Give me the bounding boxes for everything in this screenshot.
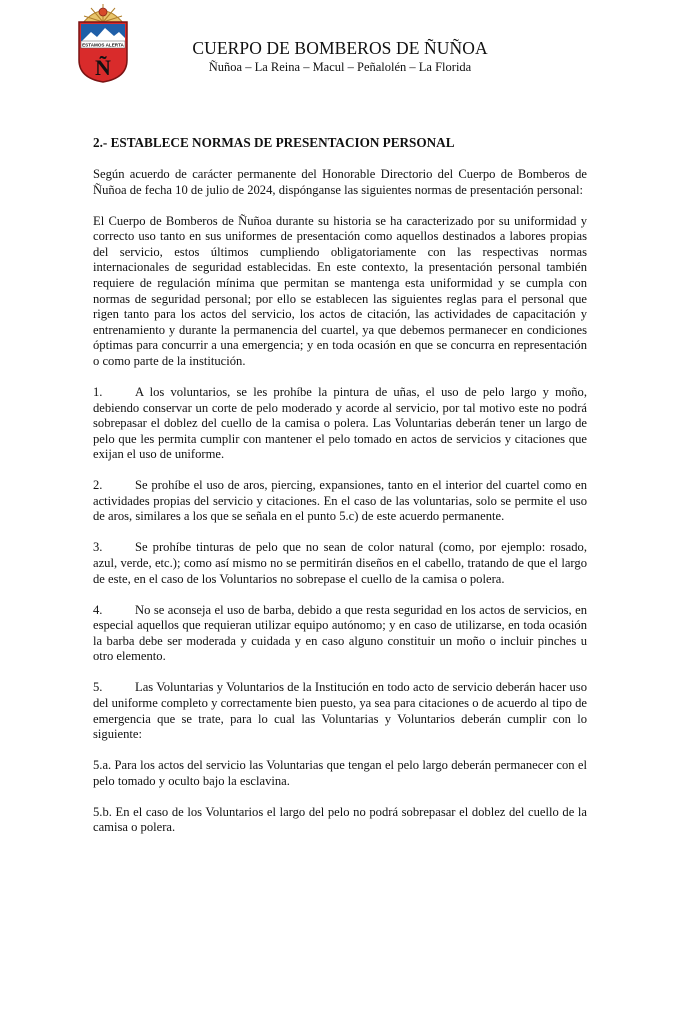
document-body xyxy=(93,134,587,851)
rule-number: 3. xyxy=(93,540,103,555)
rule-item-3 xyxy=(93,540,587,587)
rule-number: 4. xyxy=(93,602,103,617)
rule-item-1 xyxy=(93,385,587,463)
rule-text: Las Voluntarias y Voluntarios de la Institución en todo acto de servicio deberán hacer uso del uniforme completo y correctamente bien puesto, ya sea para citaciones o de acuerdo al tipo de emergencia que se trate, para lo cual las Voluntarias y Voluntarios deberán cumplir con lo siguiente: xyxy=(93,680,587,742)
logo-banner-text: ESTAMOS ALERTA xyxy=(82,42,124,48)
logo-letter: Ñ xyxy=(95,55,111,80)
rule-item-4 xyxy=(93,603,587,665)
sub-rule-5b: 5.b. En el caso de los Voluntarios el largo del pelo no podrá sobrepasar el doblez del cuello de la camisa o polera. xyxy=(93,804,587,835)
rule-text: A los voluntarios, se les prohíbe la pintura de uñas, el uso de pelo largo y moño, debiendo conservar un corte de pelo moderado y acorde al servicio, por tal motivo este no podrá sobrepasar el doblez del cuello de la camisa o polera. Las Voluntarias deberán tener un largo de pelo que les permita cumplir con mantener el pelo tomado en actos de servicios y citaciones que exijan el uso de uniforme. xyxy=(93,384,587,462)
rule-text: No se aconseja el uso de barba, debido a que resta seguridad en los actos de servicios, en especial aquellos que requieran utilizar equipo autónomo; y en caso de utilizarse, en toda ocasión la barba debe ser moderada y cuidada y en caso alguno constituir un moño o incluir pinches u otro elemento. xyxy=(93,602,587,664)
letterhead xyxy=(140,38,540,75)
organization-communes: Ñuñoa – La Reina – Macul – Peñalolén – La Florida xyxy=(208,60,472,74)
sub-rule-5a: 5.a. Para los actos del servicio las Voluntarias que tengan el pelo largo deberán permanecer con el pelo tomado y oculto bajo la esclavina. xyxy=(93,758,587,788)
rule-text: Se prohíbe tinturas de pelo que no sean de color natural (como, por ejemplo: rosado, azul, verde, etc.); como así mismo no se permitirán diseños en el cabello, tratando de que el largo de este, en el caso de los Voluntarios no sobrepase el cuello de la camisa o polera. xyxy=(93,540,587,586)
rule-number: 5. xyxy=(93,680,103,695)
rule-text: Se prohíbe el uso de aros, piercing, expansiones, tanto en el interior del cuartel como en actividades propias del servicio y citaciones. En el caso de las voluntarias, solo se permite el uso de aros, similares a los que se señala en el punto 5.c) de este acuerdo permanente. xyxy=(93,478,587,524)
rule-number: 2. xyxy=(93,478,103,493)
intro-paragraph: Según acuerdo de carácter permanente del Honorable Directorio del Cuerpo de Bomberos de Ñuñoa de fecha 10 de julio de 2024, dispónganse las siguientes normas de presentación personal: xyxy=(93,167,587,197)
section-title: 2.- ESTABLECE NORMAS DE PRESENTACION PERSONAL xyxy=(93,135,455,150)
rule-number: 1. xyxy=(93,384,103,399)
rule-item-2 xyxy=(93,478,587,525)
fire-department-shield-logo xyxy=(74,2,132,84)
context-paragraph: El Cuerpo de Bomberos de Ñuñoa durante su historia se ha caracterizado por su uniformidad y correcto uso tanto en sus uniformes de presentación como aquellos destinados a labores propias del servicio, estos últimos cumpliendo obligatoriamente con las respectivas normas internacionales de seguridad establecidas. En este contexto, la presentación personal también requiere de regulación mínima que permitan se mantenga esta uniformidad y se cumpla con normas de seguridad personal; por ello se establecen las siguientes reglas para el personal que rigen tanto para los actos del servicio, los actos de citación, las actividades de capacitación y entrenamiento y durante la permanencia del cuartel, ya que debemos permanecer en condiciones óptimas para concurrir a una emergencia; y en toda ocasión en que se concurra en representación o como parte de la institución. xyxy=(93,213,587,368)
rule-item-5 xyxy=(93,680,587,742)
organization-name: CUERPO DE BOMBEROS DE ÑUÑOA xyxy=(192,38,488,58)
